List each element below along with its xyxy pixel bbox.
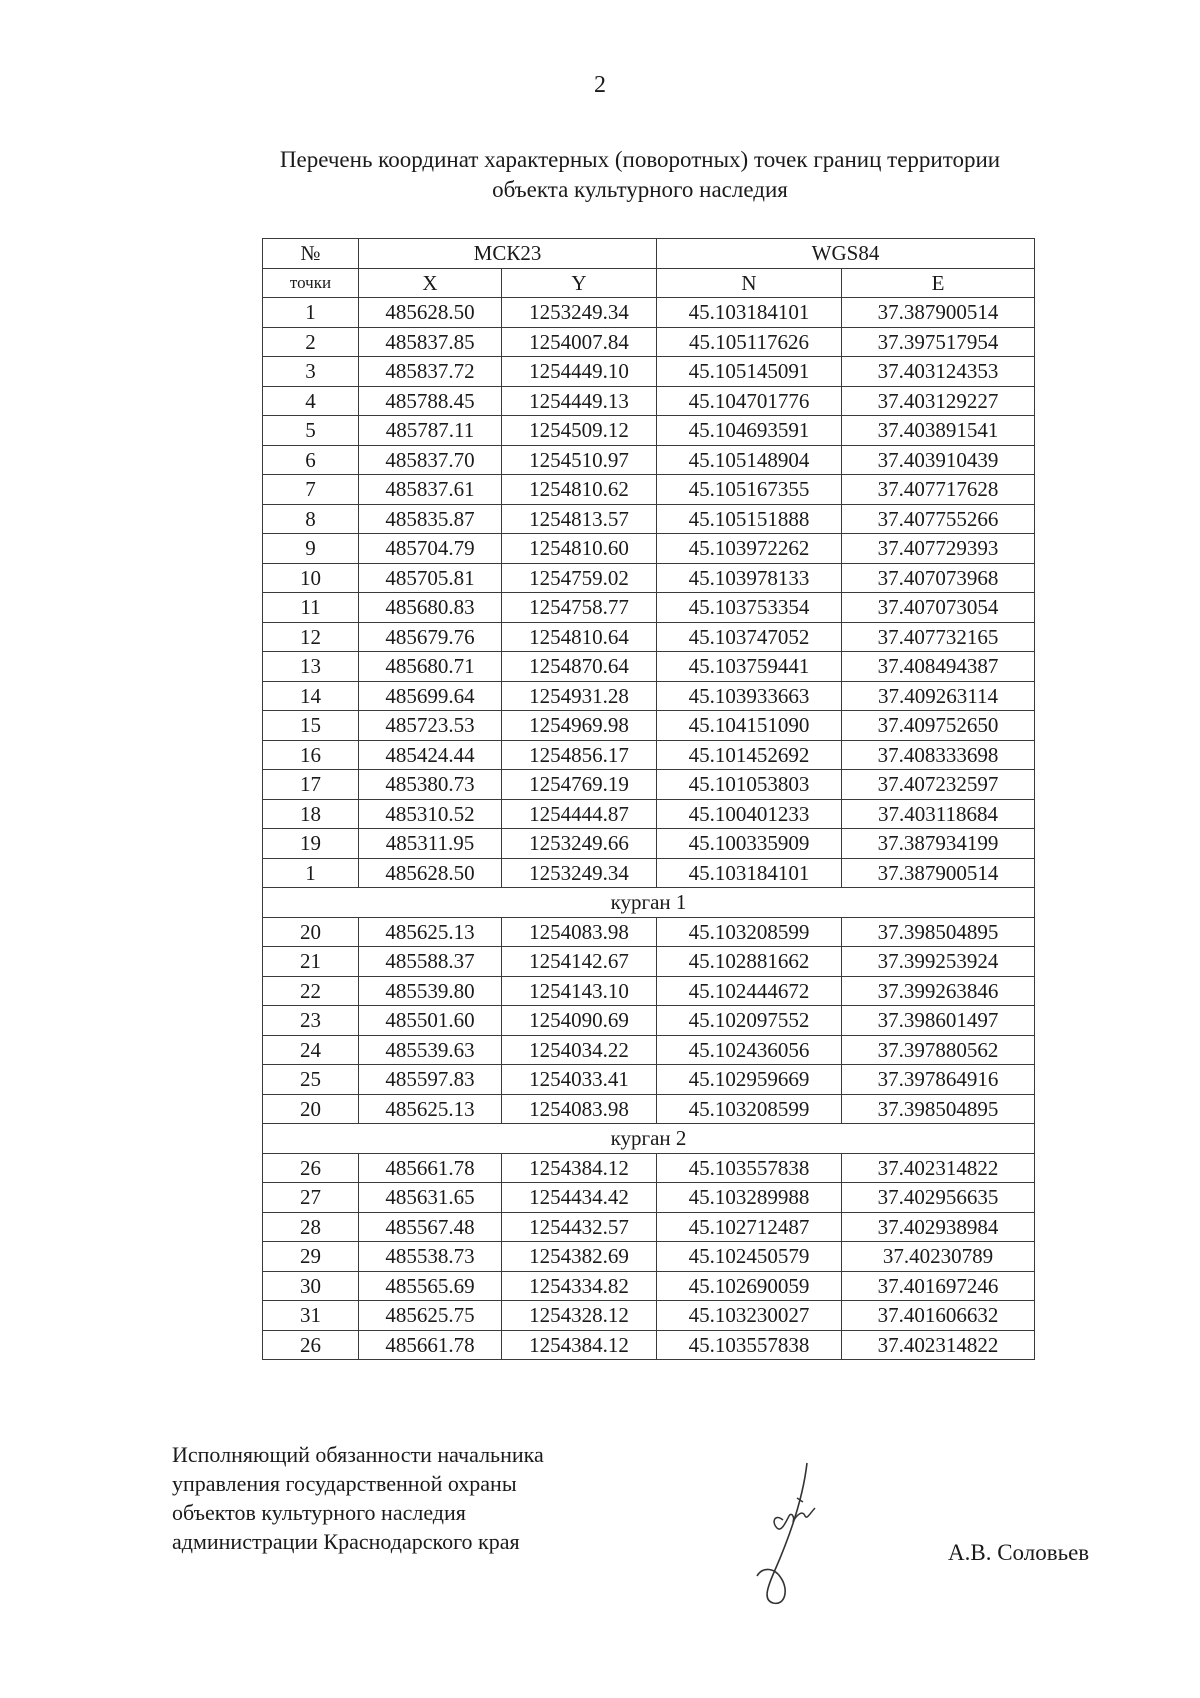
header-x: X xyxy=(359,268,502,298)
cell-point-no: 23 xyxy=(263,1006,359,1036)
cell-n: 45.104693591 xyxy=(657,416,842,446)
cell-point-no: 19 xyxy=(263,829,359,859)
table-row xyxy=(263,976,1035,1006)
cell-x: 485311.95 xyxy=(359,829,502,859)
cell-x: 485699.64 xyxy=(359,681,502,711)
cell-e: 37.398504895 xyxy=(842,917,1035,947)
cell-n: 45.103557838 xyxy=(657,1153,842,1183)
cell-point-no: 29 xyxy=(263,1242,359,1272)
cell-y: 1254142.67 xyxy=(502,947,657,977)
coordinates-table xyxy=(262,238,1035,1360)
cell-point-no: 2 xyxy=(263,327,359,357)
cell-e: 37.40230789 xyxy=(842,1242,1035,1272)
cell-n: 45.102444672 xyxy=(657,976,842,1006)
cell-e: 37.407732165 xyxy=(842,622,1035,652)
cell-n: 45.100401233 xyxy=(657,799,842,829)
table-row xyxy=(263,1301,1035,1331)
header-y: Y xyxy=(502,268,657,298)
cell-y: 1254382.69 xyxy=(502,1242,657,1272)
table-row xyxy=(263,829,1035,859)
cell-y: 1254813.57 xyxy=(502,504,657,534)
table-row xyxy=(263,1212,1035,1242)
cell-e: 37.399263846 xyxy=(842,976,1035,1006)
cell-y: 1254384.12 xyxy=(502,1330,657,1360)
cell-x: 485310.52 xyxy=(359,799,502,829)
table-row xyxy=(263,1183,1035,1213)
cell-point-no: 24 xyxy=(263,1035,359,1065)
signer-position-line: Исполняющий обязанности начальника xyxy=(172,1442,544,1467)
section-label: курган 2 xyxy=(263,1124,1035,1154)
cell-y: 1254759.02 xyxy=(502,563,657,593)
cell-e: 37.399253924 xyxy=(842,947,1035,977)
cell-e: 37.387900514 xyxy=(842,298,1035,328)
title-line: Перечень координат характерных (поворотных) точек границ территории xyxy=(279,147,1001,172)
cell-y: 1254090.69 xyxy=(502,1006,657,1036)
cell-e: 37.397517954 xyxy=(842,327,1035,357)
table-row xyxy=(263,1065,1035,1095)
cell-n: 45.105151888 xyxy=(657,504,842,534)
cell-x: 485679.76 xyxy=(359,622,502,652)
cell-e: 37.387934199 xyxy=(842,829,1035,859)
cell-point-no: 5 xyxy=(263,416,359,446)
cell-point-no: 10 xyxy=(263,563,359,593)
table-row xyxy=(263,740,1035,770)
cell-n: 45.104151090 xyxy=(657,711,842,741)
cell-e: 37.402956635 xyxy=(842,1183,1035,1213)
cell-y: 1254033.41 xyxy=(502,1065,657,1095)
cell-point-no: 30 xyxy=(263,1271,359,1301)
cell-e: 37.402938984 xyxy=(842,1212,1035,1242)
handwritten-signature xyxy=(745,1458,855,1608)
cell-point-no: 25 xyxy=(263,1065,359,1095)
cell-y: 1254434.42 xyxy=(502,1183,657,1213)
table-row xyxy=(263,1242,1035,1272)
table-row xyxy=(263,504,1035,534)
cell-x: 485625.13 xyxy=(359,1094,502,1124)
cell-x: 485628.50 xyxy=(359,298,502,328)
cell-n: 45.103747052 xyxy=(657,622,842,652)
cell-point-no: 8 xyxy=(263,504,359,534)
cell-n: 45.103230027 xyxy=(657,1301,842,1331)
cell-e: 37.402314822 xyxy=(842,1330,1035,1360)
page-number: 2 xyxy=(594,72,606,98)
cell-n: 45.103978133 xyxy=(657,563,842,593)
header-n: N xyxy=(657,268,842,298)
cell-n: 45.103557838 xyxy=(657,1330,842,1360)
cell-point-no: 21 xyxy=(263,947,359,977)
cell-point-no: 26 xyxy=(263,1153,359,1183)
cell-x: 485628.50 xyxy=(359,858,502,888)
header-point-no-bottom: точки xyxy=(263,268,359,298)
cell-n: 45.103208599 xyxy=(657,1094,842,1124)
cell-n: 45.100335909 xyxy=(657,829,842,859)
cell-e: 37.398504895 xyxy=(842,1094,1035,1124)
cell-point-no: 7 xyxy=(263,475,359,505)
cell-x: 485680.71 xyxy=(359,652,502,682)
cell-y: 1254083.98 xyxy=(502,1094,657,1124)
cell-x: 485538.73 xyxy=(359,1242,502,1272)
cell-y: 1254444.87 xyxy=(502,799,657,829)
cell-x: 485837.72 xyxy=(359,357,502,387)
cell-y: 1254931.28 xyxy=(502,681,657,711)
cell-point-no: 14 xyxy=(263,681,359,711)
cell-n: 45.105145091 xyxy=(657,357,842,387)
cell-n: 45.102436056 xyxy=(657,1035,842,1065)
table-row xyxy=(263,1271,1035,1301)
table-row xyxy=(263,445,1035,475)
cell-x: 485625.75 xyxy=(359,1301,502,1331)
cell-y: 1254870.64 xyxy=(502,652,657,682)
cell-y: 1254007.84 xyxy=(502,327,657,357)
cell-x: 485835.87 xyxy=(359,504,502,534)
cell-n: 45.101053803 xyxy=(657,770,842,800)
cell-y: 1253249.34 xyxy=(502,858,657,888)
cell-n: 45.102690059 xyxy=(657,1271,842,1301)
cell-point-no: 22 xyxy=(263,976,359,1006)
table-row xyxy=(263,917,1035,947)
table-row xyxy=(263,652,1035,682)
table-body xyxy=(263,298,1035,1360)
cell-x: 485837.61 xyxy=(359,475,502,505)
table-row xyxy=(263,711,1035,741)
cell-x: 485705.81 xyxy=(359,563,502,593)
cell-y: 1254509.12 xyxy=(502,416,657,446)
table-row xyxy=(263,357,1035,387)
cell-n: 45.103184101 xyxy=(657,298,842,328)
cell-y: 1254449.13 xyxy=(502,386,657,416)
cell-e: 37.408494387 xyxy=(842,652,1035,682)
table-row xyxy=(263,947,1035,977)
cell-x: 485680.83 xyxy=(359,593,502,623)
document-title xyxy=(150,145,1130,205)
cell-x: 485723.53 xyxy=(359,711,502,741)
cell-point-no: 13 xyxy=(263,652,359,682)
cell-n: 45.105117626 xyxy=(657,327,842,357)
cell-y: 1253249.66 xyxy=(502,829,657,859)
header-point-no-top: № xyxy=(263,239,359,269)
cell-point-no: 31 xyxy=(263,1301,359,1331)
table-row xyxy=(263,475,1035,505)
cell-y: 1253249.34 xyxy=(502,298,657,328)
cell-e: 37.407232597 xyxy=(842,770,1035,800)
cell-e: 37.401606632 xyxy=(842,1301,1035,1331)
cell-x: 485625.13 xyxy=(359,917,502,947)
cell-x: 485539.80 xyxy=(359,976,502,1006)
section-label: курган 1 xyxy=(263,888,1035,918)
cell-x: 485380.73 xyxy=(359,770,502,800)
table-row xyxy=(263,534,1035,564)
table-row xyxy=(263,1153,1035,1183)
cell-x: 485424.44 xyxy=(359,740,502,770)
cell-e: 37.403129227 xyxy=(842,386,1035,416)
cell-y: 1254328.12 xyxy=(502,1301,657,1331)
cell-n: 45.102959669 xyxy=(657,1065,842,1095)
cell-e: 37.409752650 xyxy=(842,711,1035,741)
title-line: объекта культурного наследия xyxy=(492,177,788,202)
cell-y: 1254334.82 xyxy=(502,1271,657,1301)
cell-y: 1254034.22 xyxy=(502,1035,657,1065)
table-row xyxy=(263,1035,1035,1065)
cell-y: 1254510.97 xyxy=(502,445,657,475)
cell-x: 485704.79 xyxy=(359,534,502,564)
cell-point-no: 9 xyxy=(263,534,359,564)
cell-e: 37.403891541 xyxy=(842,416,1035,446)
cell-n: 45.103208599 xyxy=(657,917,842,947)
cell-x: 485661.78 xyxy=(359,1330,502,1360)
cell-e: 37.403124353 xyxy=(842,357,1035,387)
cell-e: 37.397880562 xyxy=(842,1035,1035,1065)
cell-e: 37.407073054 xyxy=(842,593,1035,623)
cell-x: 485661.78 xyxy=(359,1153,502,1183)
cell-x: 485565.69 xyxy=(359,1271,502,1301)
cell-y: 1254769.19 xyxy=(502,770,657,800)
table-row xyxy=(263,770,1035,800)
cell-x: 485597.83 xyxy=(359,1065,502,1095)
cell-e: 37.409263114 xyxy=(842,681,1035,711)
cell-point-no: 12 xyxy=(263,622,359,652)
signer-name: А.В. Соловьев xyxy=(948,1540,1090,1565)
cell-n: 45.105167355 xyxy=(657,475,842,505)
header-wgs84: WGS84 xyxy=(657,239,1035,269)
cell-e: 37.403118684 xyxy=(842,799,1035,829)
cell-x: 485567.48 xyxy=(359,1212,502,1242)
table-row xyxy=(263,622,1035,652)
cell-point-no: 20 xyxy=(263,1094,359,1124)
cell-x: 485501.60 xyxy=(359,1006,502,1036)
table-row xyxy=(263,563,1035,593)
cell-x: 485837.70 xyxy=(359,445,502,475)
cell-n: 45.103759441 xyxy=(657,652,842,682)
cell-n: 45.103289988 xyxy=(657,1183,842,1213)
cell-point-no: 4 xyxy=(263,386,359,416)
cell-point-no: 15 xyxy=(263,711,359,741)
table-row xyxy=(263,1330,1035,1360)
cell-y: 1254856.17 xyxy=(502,740,657,770)
cell-y: 1254969.98 xyxy=(502,711,657,741)
cell-x: 485588.37 xyxy=(359,947,502,977)
cell-e: 37.401697246 xyxy=(842,1271,1035,1301)
signer-position xyxy=(172,1440,692,1556)
cell-n: 45.102712487 xyxy=(657,1212,842,1242)
cell-point-no: 6 xyxy=(263,445,359,475)
cell-x: 485539.63 xyxy=(359,1035,502,1065)
cell-e: 37.403910439 xyxy=(842,445,1035,475)
cell-n: 45.101452692 xyxy=(657,740,842,770)
cell-e: 37.387900514 xyxy=(842,858,1035,888)
cell-y: 1254384.12 xyxy=(502,1153,657,1183)
cell-n: 45.102881662 xyxy=(657,947,842,977)
table-row xyxy=(263,858,1035,888)
cell-e: 37.408333698 xyxy=(842,740,1035,770)
cell-point-no: 27 xyxy=(263,1183,359,1213)
cell-x: 485631.65 xyxy=(359,1183,502,1213)
cell-n: 45.103753354 xyxy=(657,593,842,623)
cell-e: 37.407729393 xyxy=(842,534,1035,564)
table-row xyxy=(263,416,1035,446)
cell-point-no: 20 xyxy=(263,917,359,947)
cell-y: 1254810.60 xyxy=(502,534,657,564)
header-msk23: МСК23 xyxy=(359,239,657,269)
cell-y: 1254810.62 xyxy=(502,475,657,505)
cell-point-no: 1 xyxy=(263,298,359,328)
signer-position-line: администрации Краснодарского края xyxy=(172,1529,520,1554)
cell-e: 37.398601497 xyxy=(842,1006,1035,1036)
cell-n: 45.103972262 xyxy=(657,534,842,564)
cell-y: 1254432.57 xyxy=(502,1212,657,1242)
cell-e: 37.407755266 xyxy=(842,504,1035,534)
header-e: E xyxy=(842,268,1035,298)
cell-y: 1254449.10 xyxy=(502,357,657,387)
cell-point-no: 16 xyxy=(263,740,359,770)
signer-position-line: управления государственной охраны xyxy=(172,1471,517,1496)
table-row xyxy=(263,386,1035,416)
cell-point-no: 28 xyxy=(263,1212,359,1242)
cell-y: 1254083.98 xyxy=(502,917,657,947)
section-row xyxy=(263,1124,1035,1154)
cell-y: 1254143.10 xyxy=(502,976,657,1006)
cell-point-no: 18 xyxy=(263,799,359,829)
cell-e: 37.397864916 xyxy=(842,1065,1035,1095)
cell-point-no: 17 xyxy=(263,770,359,800)
signer-position-line: объектов культурного наследия xyxy=(172,1500,466,1525)
table-row xyxy=(263,681,1035,711)
cell-x: 485837.85 xyxy=(359,327,502,357)
table-row xyxy=(263,1006,1035,1036)
cell-n: 45.105148904 xyxy=(657,445,842,475)
cell-n: 45.102450579 xyxy=(657,1242,842,1272)
section-row xyxy=(263,888,1035,918)
table-row xyxy=(263,593,1035,623)
cell-point-no: 11 xyxy=(263,593,359,623)
cell-x: 485787.11 xyxy=(359,416,502,446)
cell-point-no: 1 xyxy=(263,858,359,888)
cell-n: 45.103184101 xyxy=(657,858,842,888)
table-row xyxy=(263,1094,1035,1124)
cell-point-no: 26 xyxy=(263,1330,359,1360)
cell-e: 37.407717628 xyxy=(842,475,1035,505)
table-row xyxy=(263,298,1035,328)
cell-n: 45.103933663 xyxy=(657,681,842,711)
table-row xyxy=(263,799,1035,829)
cell-e: 37.407073968 xyxy=(842,563,1035,593)
cell-y: 1254810.64 xyxy=(502,622,657,652)
cell-e: 37.402314822 xyxy=(842,1153,1035,1183)
cell-x: 485788.45 xyxy=(359,386,502,416)
cell-point-no: 3 xyxy=(263,357,359,387)
table-row xyxy=(263,327,1035,357)
cell-y: 1254758.77 xyxy=(502,593,657,623)
cell-n: 45.102097552 xyxy=(657,1006,842,1036)
cell-n: 45.104701776 xyxy=(657,386,842,416)
